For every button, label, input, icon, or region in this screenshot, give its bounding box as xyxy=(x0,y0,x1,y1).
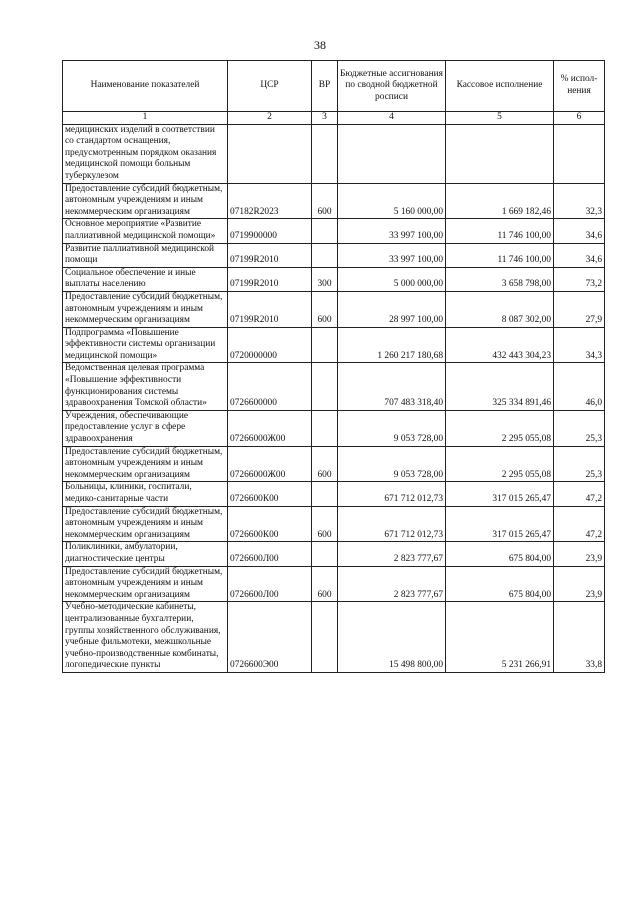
table-row xyxy=(63,291,605,327)
column-number: 2 xyxy=(228,112,312,125)
table-row xyxy=(63,243,605,267)
table-row xyxy=(63,327,605,363)
row-cash xyxy=(446,124,554,183)
row-name: Основное мероприятие «Развитие паллиативной медицинской помощи» xyxy=(63,219,228,243)
column-number: 1 xyxy=(63,112,228,125)
row-budget: 5 160 000,00 xyxy=(338,183,446,219)
row-vr xyxy=(312,602,338,673)
table-row xyxy=(63,446,605,482)
column-number: 5 xyxy=(446,112,554,125)
row-budget: 2 823 777,67 xyxy=(338,542,446,566)
row-name: Подпрограмма «Повышение эффективности системы организации медицинской помощи» xyxy=(63,327,228,363)
row-cash: 317 015 265,47 xyxy=(446,506,554,542)
row-vr xyxy=(312,542,338,566)
row-budget: 33 997 100,00 xyxy=(338,219,446,243)
row-csr: 07266000Ж00 xyxy=(228,446,312,482)
row-name: Развитие паллиативной медицинской помощи xyxy=(63,243,228,267)
row-vr: 600 xyxy=(312,566,338,602)
row-csr: 0719900000 xyxy=(228,219,312,243)
row-percent: 34,6 xyxy=(554,219,605,243)
row-vr xyxy=(312,327,338,363)
row-budget: 707 483 318,40 xyxy=(338,363,446,410)
table-row xyxy=(63,482,605,506)
table-row xyxy=(63,566,605,602)
row-vr xyxy=(312,482,338,506)
row-name: Предоставление субсидий бюджетным, автономным учреждениям и иным некоммерческим организациям xyxy=(63,566,228,602)
row-vr: 600 xyxy=(312,291,338,327)
row-budget xyxy=(338,124,446,183)
row-cash: 2 295 055,08 xyxy=(446,410,554,446)
table-row xyxy=(63,219,605,243)
row-csr: 07182R2023 xyxy=(228,183,312,219)
row-name: Предоставление субсидий бюджетным, автономным учреждениям и иным некоммерческим организациям xyxy=(63,506,228,542)
row-cash: 5 231 266,91 xyxy=(446,602,554,673)
row-vr: 600 xyxy=(312,506,338,542)
row-csr: 0720000000 xyxy=(228,327,312,363)
row-name: медицинских изделий в соответствии со стандартом оснащения, предусмотренным порядком оказания медицинской помощи больным туберкулезом xyxy=(63,124,228,183)
row-csr xyxy=(228,124,312,183)
row-csr: 07266000Ж00 xyxy=(228,410,312,446)
row-percent: 27,9 xyxy=(554,291,605,327)
row-name: Предоставление субсидий бюджетным, автономным учреждениям и иным некоммерческим организациям xyxy=(63,446,228,482)
row-budget: 1 260 217 180,68 xyxy=(338,327,446,363)
row-vr xyxy=(312,410,338,446)
header-vr: ВР xyxy=(312,61,338,112)
header-percent: % испол-нения xyxy=(554,61,605,112)
row-csr: 07199R2010 xyxy=(228,291,312,327)
row-percent: 46,0 xyxy=(554,363,605,410)
row-budget: 671 712 012,73 xyxy=(338,482,446,506)
row-percent: 25,3 xyxy=(554,446,605,482)
row-cash: 1 669 182,46 xyxy=(446,183,554,219)
row-percent: 32,3 xyxy=(554,183,605,219)
row-name: Социальное обеспечение и иные выплаты населению xyxy=(63,267,228,291)
row-cash: 2 295 055,08 xyxy=(446,446,554,482)
table-row xyxy=(63,506,605,542)
row-cash: 675 804,00 xyxy=(446,566,554,602)
row-name: Больницы, клиники, госпитали, медико-санитарные части xyxy=(63,482,228,506)
header-name: Наименование показателей xyxy=(63,61,228,112)
row-budget: 671 712 012,73 xyxy=(338,506,446,542)
row-percent: 23,9 xyxy=(554,566,605,602)
row-budget: 9 053 728,00 xyxy=(338,410,446,446)
row-name: Учреждения, обеспечивающие предоставление услуг в сфере здравоохранения xyxy=(63,410,228,446)
column-numbers-row xyxy=(63,112,605,125)
row-csr: 0726600Э00 xyxy=(228,602,312,673)
row-cash: 8 087 302,00 xyxy=(446,291,554,327)
row-vr xyxy=(312,363,338,410)
row-cash: 3 658 798,00 xyxy=(446,267,554,291)
row-budget: 2 823 777,67 xyxy=(338,566,446,602)
row-percent: 23,9 xyxy=(554,542,605,566)
row-percent: 33,8 xyxy=(554,602,605,673)
row-percent: 47,2 xyxy=(554,506,605,542)
row-name: Предоставление субсидий бюджетным, автономным учреждениям и иным некоммерческим организациям xyxy=(63,291,228,327)
row-budget: 15 498 800,00 xyxy=(338,602,446,673)
row-csr: 0726600Л00 xyxy=(228,542,312,566)
row-cash: 317 015 265,47 xyxy=(446,482,554,506)
row-percent: 25,3 xyxy=(554,410,605,446)
table-row xyxy=(63,363,605,410)
row-name: Ведомственная целевая программа «Повышение эффективности функционирования системы здравоохранения Томской области» xyxy=(63,363,228,410)
header-row xyxy=(63,61,605,112)
row-percent: 34,3 xyxy=(554,327,605,363)
row-cash: 11 746 100,00 xyxy=(446,219,554,243)
row-percent: 73,2 xyxy=(554,267,605,291)
row-name: Предоставление субсидий бюджетным, автономным учреждениям и иным некоммерческим организациям xyxy=(63,183,228,219)
row-percent xyxy=(554,124,605,183)
column-number: 4 xyxy=(338,112,446,125)
row-budget: 5 000 000,00 xyxy=(338,267,446,291)
row-csr: 07199R2010 xyxy=(228,243,312,267)
row-vr xyxy=(312,243,338,267)
row-csr: 07199R2010 xyxy=(228,267,312,291)
header-csr: ЦСР xyxy=(228,61,312,112)
header-budget: Бюджетные ассигнования по сводной бюджетной росписи xyxy=(338,61,446,112)
row-name: Поликлиники, амбулатории, диагностические центры xyxy=(63,542,228,566)
row-budget: 33 997 100,00 xyxy=(338,243,446,267)
row-cash: 325 334 891,46 xyxy=(446,363,554,410)
table-row xyxy=(63,542,605,566)
row-csr: 0726600К00 xyxy=(228,482,312,506)
row-cash: 432 443 304,23 xyxy=(446,327,554,363)
table-row xyxy=(63,267,605,291)
row-name: Учебно-методические кабинеты, централизованные бухгалтерии, группы хозяйственного обслуживания, учебные фильмотеки, межшкольные учебно-производственные комбинаты, логопедические пункты xyxy=(63,602,228,673)
page-number: 38 xyxy=(314,38,326,52)
row-csr: 0726600000 xyxy=(228,363,312,410)
row-vr xyxy=(312,124,338,183)
table-row xyxy=(63,183,605,219)
row-csr: 0726600К00 xyxy=(228,506,312,542)
row-csr: 0726600Л00 xyxy=(228,566,312,602)
row-budget: 9 053 728,00 xyxy=(338,446,446,482)
row-cash: 11 746 100,00 xyxy=(446,243,554,267)
table-row xyxy=(63,602,605,673)
row-vr: 300 xyxy=(312,267,338,291)
column-number: 6 xyxy=(554,112,605,125)
row-cash: 675 804,00 xyxy=(446,542,554,566)
row-vr xyxy=(312,219,338,243)
budget-execution-table xyxy=(62,60,605,673)
row-budget: 28 997 100,00 xyxy=(338,291,446,327)
header-cash: Кассовое исполнение xyxy=(446,61,554,112)
column-number: 3 xyxy=(312,112,338,125)
table-row xyxy=(63,124,605,183)
row-percent: 47,2 xyxy=(554,482,605,506)
row-percent: 34,6 xyxy=(554,243,605,267)
table-row xyxy=(63,410,605,446)
row-vr: 600 xyxy=(312,183,338,219)
row-vr: 600 xyxy=(312,446,338,482)
